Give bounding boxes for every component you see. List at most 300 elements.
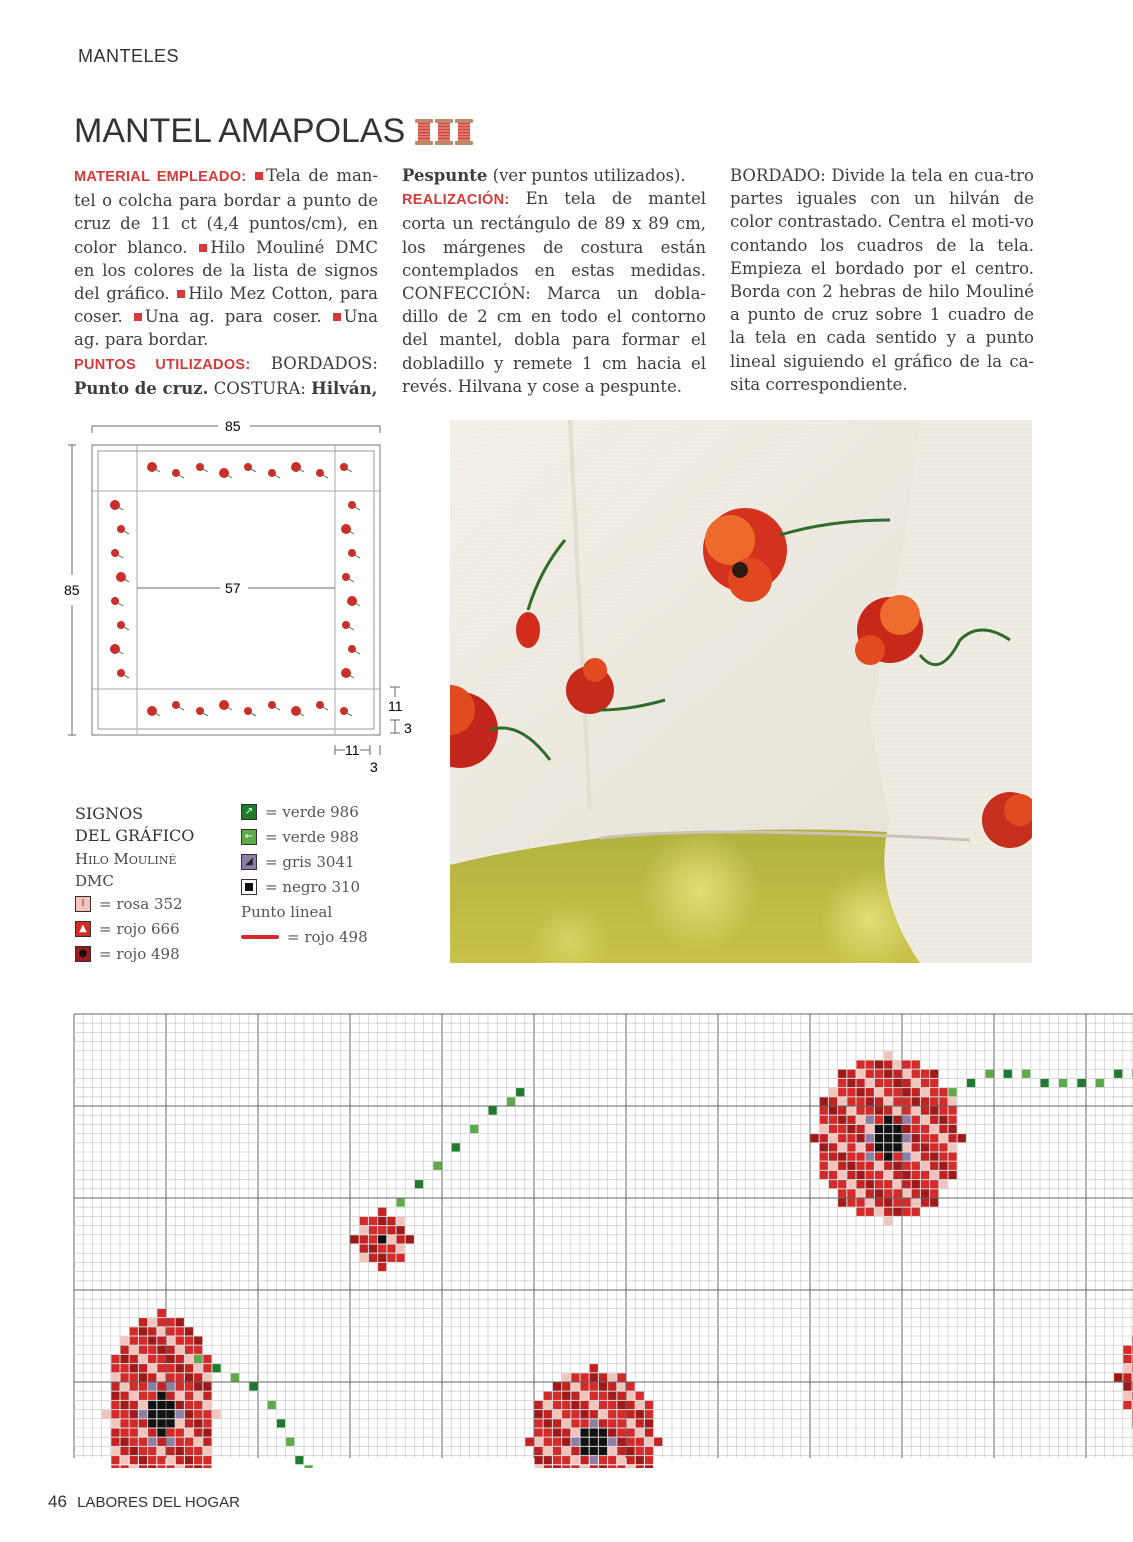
stitch-cell xyxy=(921,1125,929,1133)
stitch-cell xyxy=(866,1189,874,1197)
stitch-cell xyxy=(176,1456,184,1464)
red-line-icon xyxy=(241,935,279,939)
stitch-cell xyxy=(176,1465,184,1468)
stitch-cell xyxy=(305,1465,313,1468)
stitch-cell xyxy=(139,1429,147,1437)
stitch-cell xyxy=(829,1134,837,1142)
stitch-cell xyxy=(921,1180,929,1188)
stitch-cell xyxy=(829,1125,837,1133)
stitch-cell xyxy=(1123,1373,1131,1381)
stitch-cell xyxy=(130,1327,138,1335)
stitch-cell xyxy=(903,1199,911,1207)
stitch-cell xyxy=(838,1070,846,1078)
stitch-cell xyxy=(829,1088,837,1096)
stitch-cell xyxy=(1114,1373,1122,1381)
stitch-cell xyxy=(884,1125,892,1133)
puntos-heading: PUNTOS UTILIZADOS: xyxy=(74,356,251,373)
stitch-cell xyxy=(838,1125,846,1133)
stitch-cell xyxy=(167,1456,175,1464)
stitch-cell xyxy=(608,1383,616,1391)
stitch-cell xyxy=(360,1226,368,1234)
stitch-cell xyxy=(369,1245,377,1253)
stitch-cell xyxy=(111,1401,119,1409)
stitch-cell xyxy=(553,1429,561,1437)
stitch-cell xyxy=(617,1392,625,1400)
stitch-cell xyxy=(148,1401,156,1409)
legend-item-linear-rojo-498 xyxy=(241,924,368,949)
stitch-cell xyxy=(829,1097,837,1105)
dim-bottom-11: 11 xyxy=(345,742,360,758)
stitch-cell xyxy=(130,1456,138,1464)
stitch-cell xyxy=(930,1070,938,1078)
stitch-cell xyxy=(875,1153,883,1161)
stitch-cell xyxy=(562,1465,570,1468)
stitch-cell xyxy=(903,1116,911,1124)
stitch-cell xyxy=(176,1419,184,1427)
stitch-cell xyxy=(157,1447,165,1455)
stitch-cell xyxy=(167,1364,175,1372)
diagram-poppy xyxy=(117,621,125,629)
diagram-poppy xyxy=(196,707,204,715)
legend-sub-1: Hilo Mouliné xyxy=(75,850,177,868)
stitch-cell xyxy=(912,1171,920,1179)
stitch-cell xyxy=(185,1364,193,1372)
stitch-cell xyxy=(912,1061,920,1069)
stitch-cell xyxy=(378,1235,386,1243)
stitch-cell xyxy=(148,1447,156,1455)
stitch-cell xyxy=(581,1438,589,1446)
diagram-poppy xyxy=(116,572,126,582)
stitch-cell xyxy=(820,1097,828,1105)
stitch-cell xyxy=(185,1373,193,1381)
stitch-cell xyxy=(847,1189,855,1197)
stitch-cell xyxy=(949,1171,957,1179)
stitch-cell xyxy=(397,1235,405,1243)
diagram-poppy xyxy=(316,469,324,477)
stitch-cell xyxy=(194,1337,202,1345)
stitch-cell xyxy=(185,1419,193,1427)
diagram-poppy xyxy=(291,706,301,716)
stitch-cell xyxy=(176,1327,184,1335)
stitch-cell xyxy=(121,1401,129,1409)
stitch-cell xyxy=(185,1327,193,1335)
stitch-cell xyxy=(130,1337,138,1345)
stitch-cell xyxy=(838,1107,846,1115)
stitch-cell xyxy=(847,1171,855,1179)
stitch-cell xyxy=(535,1419,543,1427)
stitch-cell xyxy=(857,1088,865,1096)
stitch-cell xyxy=(930,1125,938,1133)
stitch-cell xyxy=(157,1327,165,1335)
stitch-cell xyxy=(820,1125,828,1133)
legend-item-rojo-666 xyxy=(75,916,183,941)
stitch-cell xyxy=(820,1143,828,1151)
diagram-poppy xyxy=(341,668,351,678)
stitch-cell xyxy=(194,1401,202,1409)
stitch-cell xyxy=(581,1401,589,1409)
stitch-cell xyxy=(203,1410,211,1418)
stitch-cell xyxy=(866,1208,874,1216)
stitch-cell xyxy=(921,1153,929,1161)
stitch-cell xyxy=(857,1107,865,1115)
stitch-cell xyxy=(599,1410,607,1418)
stitch-cell xyxy=(627,1419,635,1427)
stitch-cell xyxy=(875,1199,883,1207)
stitch-cell xyxy=(111,1373,119,1381)
stitch-cell xyxy=(111,1355,119,1363)
stitch-cell xyxy=(590,1410,598,1418)
stitch-cell xyxy=(893,1088,901,1096)
stitch-cell xyxy=(1123,1364,1131,1372)
stitch-cell xyxy=(893,1079,901,1087)
dim-right-3: 3 xyxy=(404,720,412,736)
stitch-cell xyxy=(903,1134,911,1142)
stitch-cell xyxy=(949,1134,957,1142)
stitch-cell xyxy=(829,1143,837,1151)
stitch-cell xyxy=(544,1438,552,1446)
stitch-cell xyxy=(866,1199,874,1207)
cross-stitch-chart xyxy=(62,998,1133,1468)
stitch-cell xyxy=(912,1088,920,1096)
stitch-cell xyxy=(553,1465,561,1468)
realizacion-text: En tela de mantel corta un rectángulo de 89 x 89 cm, los márgenes de costura están contemplados en estas medidas. CONFECCIÓN: Marca un dobla-dillo de 2 cm en todo el contorno del mantel, dobla para formar el dobladillo y remete 1 cm hacia el revés. Hilvana y cose a pespunte. xyxy=(402,189,706,396)
stitch-cell xyxy=(838,1171,846,1179)
stitch-cell xyxy=(645,1465,653,1468)
stitch-cell xyxy=(866,1079,874,1087)
rojo-498-symbol-icon: ● xyxy=(75,946,91,962)
stitch-cell xyxy=(857,1079,865,1087)
stitch-cell xyxy=(562,1392,570,1400)
stitch-cell xyxy=(203,1447,211,1455)
stitch-cell xyxy=(378,1245,386,1253)
stitch-cell xyxy=(608,1465,616,1468)
stitch-cell xyxy=(176,1364,184,1372)
stitch-cell xyxy=(121,1419,129,1427)
stitch-cell xyxy=(167,1373,175,1381)
stitch-cell xyxy=(847,1088,855,1096)
stitch-cell xyxy=(912,1107,920,1115)
diagram-poppy xyxy=(117,669,125,677)
stitch-cell xyxy=(139,1465,147,1468)
legend-sub-2: DMC xyxy=(75,872,114,890)
stitch-cell xyxy=(912,1134,920,1142)
stitch-cell xyxy=(884,1079,892,1087)
stitch-cell xyxy=(636,1465,644,1468)
stitch-cell xyxy=(194,1410,202,1418)
stitch-cell xyxy=(903,1061,911,1069)
stitch-cell xyxy=(903,1107,911,1115)
stitch-cell xyxy=(590,1364,598,1372)
stitch-cell xyxy=(884,1088,892,1096)
stitch-cell xyxy=(489,1107,497,1115)
stitch-cell xyxy=(866,1134,874,1142)
stitch-cell xyxy=(148,1364,156,1372)
stitch-cell xyxy=(351,1235,359,1243)
stitch-cell xyxy=(847,1162,855,1170)
legend-item-rojo-498 xyxy=(75,941,183,966)
stitch-cell xyxy=(544,1465,552,1468)
stitch-cell xyxy=(893,1061,901,1069)
stitch-cell xyxy=(406,1235,414,1243)
diagram-poppy xyxy=(316,701,324,709)
stitch-cell xyxy=(397,1199,405,1207)
stitch-cell xyxy=(185,1355,193,1363)
stitch-cell xyxy=(857,1143,865,1151)
dim-left: 85 xyxy=(64,582,80,598)
difficulty-spools-icon xyxy=(415,119,473,145)
stitch-cell xyxy=(111,1429,119,1437)
stitch-cell xyxy=(829,1107,837,1115)
stitch-cell xyxy=(268,1401,276,1409)
stitch-cell xyxy=(866,1088,874,1096)
stitch-cell xyxy=(903,1180,911,1188)
stitch-cell xyxy=(829,1116,837,1124)
stitch-cell xyxy=(360,1235,368,1243)
legend-title xyxy=(75,803,194,847)
stitch-cell xyxy=(617,1401,625,1409)
stitch-cell xyxy=(930,1153,938,1161)
stitch-cell xyxy=(921,1134,929,1142)
stitch-cell xyxy=(157,1318,165,1326)
stitch-cell xyxy=(415,1180,423,1188)
stitch-cell xyxy=(838,1153,846,1161)
stitch-cell xyxy=(387,1235,395,1243)
stitch-cell xyxy=(884,1153,892,1161)
stitch-cell xyxy=(884,1116,892,1124)
stitch-cell xyxy=(148,1383,156,1391)
stitch-cell xyxy=(148,1410,156,1418)
stitch-cell xyxy=(617,1429,625,1437)
stitch-cell xyxy=(1123,1401,1131,1409)
stitch-cell xyxy=(636,1419,644,1427)
stitch-cell xyxy=(571,1373,579,1381)
diagram-poppy xyxy=(111,549,119,557)
stitch-cell xyxy=(884,1180,892,1188)
stitch-cell xyxy=(939,1180,947,1188)
stitch-cell xyxy=(590,1401,598,1409)
stitch-cell xyxy=(857,1097,865,1105)
stitch-cell xyxy=(599,1392,607,1400)
stitch-cell xyxy=(930,1134,938,1142)
stitch-cell xyxy=(893,1189,901,1197)
stitch-cell xyxy=(194,1383,202,1391)
stitch-cell xyxy=(627,1429,635,1437)
stitch-cell xyxy=(893,1208,901,1216)
stitch-cell xyxy=(608,1456,616,1464)
stitch-cell xyxy=(535,1456,543,1464)
stitch-cell xyxy=(130,1364,138,1372)
stitch-cell xyxy=(949,1107,957,1115)
stitch-cell xyxy=(599,1438,607,1446)
stitch-cell xyxy=(857,1189,865,1197)
stitch-cell xyxy=(608,1438,616,1446)
stitch-cell xyxy=(617,1410,625,1418)
material-text-5: Una ag. para bordar. xyxy=(74,307,379,350)
stitch-cell xyxy=(949,1125,957,1133)
stitch-cell xyxy=(286,1438,294,1446)
stitch-cell xyxy=(581,1383,589,1391)
stitch-cell xyxy=(866,1061,874,1069)
stitch-cell xyxy=(912,1143,920,1151)
stitch-cell xyxy=(194,1392,202,1400)
stitch-cell xyxy=(544,1410,552,1418)
stitch-cell xyxy=(884,1097,892,1105)
stitch-cell xyxy=(571,1447,579,1455)
stitch-cell xyxy=(847,1134,855,1142)
dim-inner: 57 xyxy=(225,580,241,596)
stitch-cell xyxy=(884,1208,892,1216)
stitch-cell xyxy=(130,1410,138,1418)
stitch-cell xyxy=(535,1447,543,1455)
stitch-cell xyxy=(930,1088,938,1096)
stitch-cell xyxy=(203,1383,211,1391)
stitch-cell xyxy=(811,1134,819,1142)
stitch-cell xyxy=(884,1171,892,1179)
stitch-cell xyxy=(369,1254,377,1262)
stitch-cell xyxy=(939,1116,947,1124)
stitch-cell xyxy=(185,1410,193,1418)
stitch-cell xyxy=(148,1429,156,1437)
stitch-cell xyxy=(121,1392,129,1400)
stitch-cell xyxy=(921,1116,929,1124)
stitch-cell xyxy=(893,1199,901,1207)
stitch-cell xyxy=(470,1125,478,1133)
stitch-cell xyxy=(167,1401,175,1409)
stitch-cell xyxy=(535,1410,543,1418)
stitch-cell xyxy=(838,1088,846,1096)
stitch-cell xyxy=(903,1097,911,1105)
diagram-poppy xyxy=(244,707,252,715)
puntos-text-d: Hilván, xyxy=(311,378,378,398)
stitch-cell xyxy=(912,1208,920,1216)
stitch-cell xyxy=(884,1143,892,1151)
stitch-cell xyxy=(921,1199,929,1207)
stitch-cell xyxy=(608,1373,616,1381)
stitch-cell xyxy=(866,1171,874,1179)
stitch-cell xyxy=(866,1097,874,1105)
stitch-cell xyxy=(157,1364,165,1372)
stitch-cell xyxy=(194,1419,202,1427)
stitch-cell xyxy=(847,1153,855,1161)
stitch-cell xyxy=(157,1373,165,1381)
stitch-cell xyxy=(930,1097,938,1105)
stitch-cell xyxy=(157,1410,165,1418)
stitch-cell xyxy=(157,1309,165,1317)
stitch-cell xyxy=(194,1355,202,1363)
stitch-cell xyxy=(203,1456,211,1464)
stitch-cell xyxy=(930,1199,938,1207)
stitch-cell xyxy=(967,1079,975,1087)
stitch-cell xyxy=(121,1429,129,1437)
stitch-cell xyxy=(875,1079,883,1087)
tablecloth-diagram xyxy=(60,415,430,780)
legend-label: = rojo 498 xyxy=(287,927,368,946)
diagram-poppy xyxy=(117,525,125,533)
bordado-column: BORDADO: Divide la tela en cua-tro partes iguales con un hilván de color contrastado. Centra el moti-vo contando los cuadros de la tela. Empieza el bordado por el centro. Borda con 2 hebras de hilo Mouliné a punto de cruz sobre 1 cuadro de la tela en cada sentido y a punto lineal siguiendo el gráfico de la ca-sita correspondiente. xyxy=(730,166,1034,394)
stitch-cell xyxy=(884,1070,892,1078)
stitch-cell xyxy=(590,1438,598,1446)
stitch-cell xyxy=(121,1355,129,1363)
stitch-cell xyxy=(930,1107,938,1115)
stitch-cell xyxy=(185,1438,193,1446)
stitch-cell xyxy=(1123,1392,1131,1400)
legend-label: = verde 986 xyxy=(265,802,359,821)
stitch-cell xyxy=(893,1134,901,1142)
stitch-cell xyxy=(847,1107,855,1115)
stitch-cell xyxy=(608,1447,616,1455)
stitch-cell xyxy=(176,1373,184,1381)
stitch-cell xyxy=(820,1116,828,1124)
stitch-cell xyxy=(378,1217,386,1225)
stitch-cell xyxy=(608,1419,616,1427)
stitch-cell xyxy=(921,1143,929,1151)
stitch-cell xyxy=(1022,1070,1030,1078)
stitch-cell xyxy=(562,1373,570,1381)
stitch-cell xyxy=(893,1107,901,1115)
material-text-3: Hilo Mez Cotton, para coser. xyxy=(74,284,378,327)
stitch-cell xyxy=(903,1162,911,1170)
stitch-cell xyxy=(277,1419,285,1427)
stitch-cell xyxy=(875,1107,883,1115)
stitch-cell xyxy=(553,1447,561,1455)
magazine-name: LABORES DEL HOGAR xyxy=(77,1494,240,1511)
diagram-poppy xyxy=(341,524,351,534)
stitch-cell xyxy=(581,1419,589,1427)
stitch-cell xyxy=(930,1180,938,1188)
stitch-cell xyxy=(838,1162,846,1170)
stitch-cell xyxy=(387,1254,395,1262)
stitch-cell xyxy=(921,1070,929,1078)
stitch-cell xyxy=(571,1456,579,1464)
legend-item-rosa-352 xyxy=(75,891,183,916)
dim-top: 85 xyxy=(225,418,241,434)
stitch-cell xyxy=(111,1456,119,1464)
rosa-352-symbol-icon: I xyxy=(75,896,91,912)
stitch-cell xyxy=(369,1226,377,1234)
stitch-cell xyxy=(912,1097,920,1105)
stitch-cell xyxy=(939,1143,947,1151)
stitch-cell xyxy=(167,1318,175,1326)
stitch-cell xyxy=(167,1419,175,1427)
stitch-cell xyxy=(176,1337,184,1345)
stitch-cell xyxy=(571,1465,579,1468)
stitch-cell xyxy=(857,1070,865,1078)
stitch-cell xyxy=(893,1162,901,1170)
diagram-poppy xyxy=(342,621,350,629)
section-title: MANTELES xyxy=(78,46,180,66)
stitch-cell xyxy=(525,1438,533,1446)
stitch-cell xyxy=(627,1456,635,1464)
stitch-cell xyxy=(838,1180,846,1188)
stitch-cell xyxy=(249,1383,257,1391)
stitch-cell xyxy=(121,1410,129,1418)
stitch-cell xyxy=(194,1346,202,1354)
stitch-cell xyxy=(167,1438,175,1446)
stitch-cell xyxy=(194,1447,202,1455)
diagram-poppy xyxy=(147,462,157,472)
stitch-cell xyxy=(930,1171,938,1179)
stitch-cell xyxy=(121,1438,129,1446)
stitch-cell xyxy=(949,1088,957,1096)
stitch-cell xyxy=(1123,1355,1131,1363)
legend-item-verde-986 xyxy=(241,799,368,824)
stitch-cell xyxy=(571,1429,579,1437)
stitch-cell xyxy=(121,1346,129,1354)
stitch-cell xyxy=(893,1125,901,1133)
stitch-cell xyxy=(139,1373,147,1381)
stitch-cell xyxy=(185,1465,193,1468)
stitch-cell xyxy=(139,1447,147,1455)
